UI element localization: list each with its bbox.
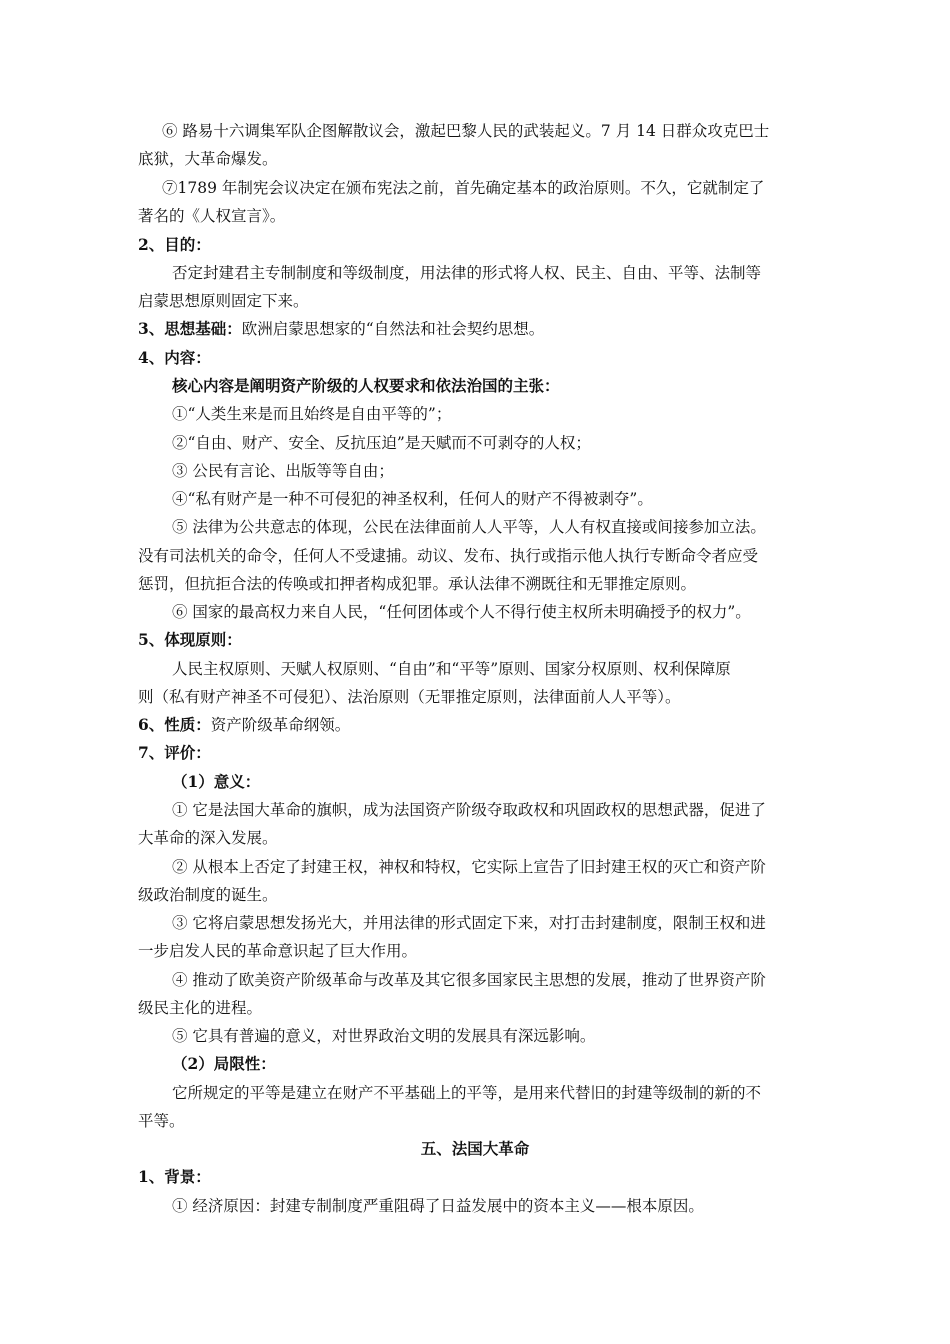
list-item: ① 经济原因：封建专制制度严重阻碍了日益发展中的资本主义——根本原因。 <box>172 1197 704 1215</box>
list-item: ②“自由、财产、安全、反抗压迫”是天赋而不可剥夺的人权； <box>172 434 591 452</box>
section-heading: 2、目的： <box>138 235 211 254</box>
list-item: ⑥ 国家的最高权力来自人民，“任何团体或个人不得行使主权所未明确授予的权力”。 <box>172 603 751 621</box>
text-line: 级民主化的进程。 <box>138 999 263 1017</box>
text-line: ⑥ 路易十六调集军队企图解散议会，激起巴黎人民的武装起义。7 月 14 日群众攻克巴士 <box>162 122 770 140</box>
subheading-label: （1）意义： <box>172 772 261 791</box>
section-heading: 7、评价： <box>138 743 211 762</box>
text-line: 它所规定的平等是建立在财产不平基础上的平等，是用来代替旧的封建等级制的新的不 <box>172 1084 762 1102</box>
list-item: ① 它是法国大革命的旗帜，成为法国资产阶级夺取政权和巩固政权的思想武器，促进了 <box>172 801 766 819</box>
list-item: ② 从根本上否定了封建王权，神权和特权，它实际上宣告了旧封建王权的灭亡和资产阶 <box>172 858 766 876</box>
heading-text: 欧洲启蒙思想家的“自然法和社会契约思想。 <box>241 320 545 338</box>
section-heading-inline <box>138 318 544 342</box>
text-line: ⑦1789 年制宪会议决定在颁布宪法之前，首先确定基本的政治原则。不久，它就制定了 <box>162 179 765 197</box>
section-heading-inline <box>138 714 350 738</box>
list-item: ④ 推动了欧美资产阶级革命与改革及其它很多国家民主思想的发展，推动了世界资产阶 <box>172 971 766 989</box>
text-line: 平等。 <box>138 1112 185 1130</box>
text-line: 著名的《人权宣言》。 <box>138 207 286 225</box>
list-item: ⑤ 它具有普遍的意义，对世界政治文明的发展具有深远影响。 <box>172 1027 596 1045</box>
subsection-heading <box>172 1053 276 1077</box>
text-line: 则（私有财产神圣不可侵犯）、法治原则（无罪推定原则，法律面前人人平等）。 <box>138 688 681 706</box>
list-item: ④“私有财产是一种不可侵犯的神圣权利，任何人的财产不得被剥夺”。 <box>172 490 653 508</box>
text-line: 没有司法机关的命令，任何人不受逮捕。动议、发布、执行或指示他人执行专断命令者应受 <box>138 547 759 565</box>
list-item: ③ 它将启蒙思想发扬光大，并用法律的形式固定下来，对打击封建制度，限制王权和进 <box>172 914 766 932</box>
text-line: 启蒙思想原则固定下来。 <box>138 292 309 310</box>
subsection-heading <box>172 771 260 795</box>
section-heading: 1、背景： <box>138 1167 211 1186</box>
list-item: ③ 公民有言论、出版等等自由； <box>172 462 394 480</box>
text-line: 否定封建君主专制制度和等级制度，用法律的形式将人权、民主、自由、平等、法制等 <box>172 264 762 282</box>
list-item: ①“人类生来是而且始终是自由平等的”； <box>172 405 452 423</box>
text-line: 底狱，大革命爆发。 <box>138 150 278 168</box>
heading-label: 3、思想基础： <box>138 319 242 338</box>
chapter-title: 五、法国大革命 <box>420 1139 530 1158</box>
section-heading: 4、内容： <box>138 348 211 367</box>
text-line: 级政治制度的诞生。 <box>138 886 278 904</box>
text-line: 人民主权原则、天赋人权原则、“自由”和“平等”原则、国家分权原则、权利保障原 <box>172 660 731 678</box>
text-line: 惩罚，但抗拒合法的传唤或扣押者构成犯罪。承认法律不溯既往和无罪推定原则。 <box>138 575 697 593</box>
section-heading: 5、体现原则： <box>138 630 242 649</box>
heading-text: 资产阶级革命纲领。 <box>210 716 351 734</box>
bold-lead-line: 核心内容是阐明资产阶级的人权要求和依法治国的主张： <box>172 376 560 395</box>
text-line: 大革命的深入发展。 <box>138 829 278 847</box>
list-item: ⑤ 法律为公共意志的体现，公民在法律面前人人平等，人人有权直接或间接参加立法。 <box>172 518 766 536</box>
text-line: 一步启发人民的革命意识起了巨大作用。 <box>138 942 418 960</box>
subheading-label: （2）局限性： <box>172 1054 276 1073</box>
heading-label: 6、性质： <box>138 715 211 734</box>
